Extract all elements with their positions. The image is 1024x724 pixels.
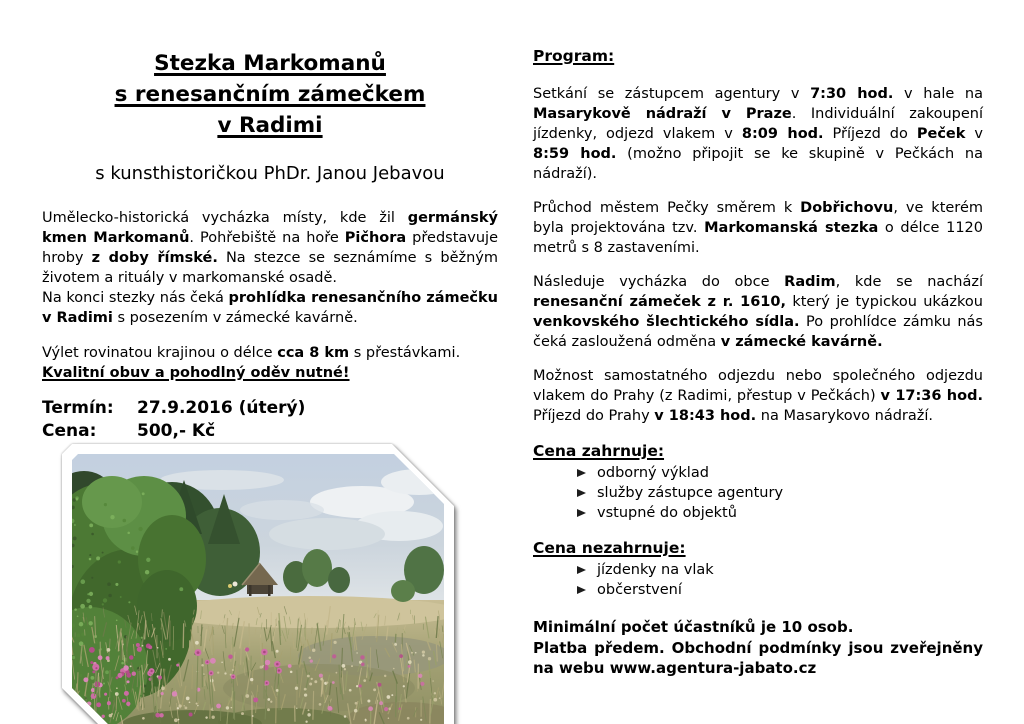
program-heading: Program: [533,47,615,65]
meadow-photo-image [72,454,444,724]
payment-terms-note: Platba předem. Obchodní podmínky jsou zveřejněny na webu www.agentura-jabato.cz [533,638,983,677]
bullet-arrow-icon [577,469,586,477]
price-row [42,420,498,443]
date-row [42,397,498,420]
program-paragraph-1: Setkání se zástupcem agentury v 7:30 hod. v hale na Masarykově nádraží v Praze. Individuální zakoupení jízdenky, odjezd vlakem v 8:09 hod. Příjezd do Peček v 8:59 hod. (možno připojit se ke skupině v Pečkách na nádraží). [533,86,983,182]
distance-note: Výlet rovinatou krajinou o délce cca 8 km s přestávkami. Kvalitní obuv a pohodlný oděv nutné! [42,345,461,381]
list-item [533,503,983,523]
bullet-arrow-icon [577,489,586,497]
left-column [42,46,498,443]
bullet-arrow-icon [577,586,586,594]
list-item-label: občerstvení [597,582,682,598]
list-item [533,463,983,483]
title-line-3: v Radimi [217,113,323,138]
bullet-arrow-icon [577,566,586,574]
bullet-arrow-icon [577,509,586,517]
photo-frame [62,444,454,724]
list-item-label: jízdenky na vlak [597,562,714,578]
price-value: 500,- Kč [137,421,216,441]
program-paragraph-4: Možnost samostatného odjezdu nebo společného odjezdu vlakem do Prahy (z Radimi, přestup v Pečkách) v 17:36 hod. Příjezd do Prahy v 18:43 hod. na Masarykovo nádraží. [533,368,983,424]
price-includes-section [533,441,983,523]
list-item-label: vstupné do objektů [597,505,737,521]
title-line-2: s renesančním zámečkem [114,82,426,107]
date-label: Termín: [42,398,114,418]
date-value: 27.9.2016 (úterý) [137,398,306,418]
program-paragraph-2: Průchod městem Pečky směrem k Dobřichovu, ve kterém byla projektována tzv. Markomanská stezka o délce 1120 metrů s 8 zastaveními. [533,200,983,256]
list-item-label: odborný výklad [597,465,709,481]
list-item-label: služby zástupce agentury [597,485,784,501]
intro-paragraph: Umělecko-historická vycházka místy, kde žil germánský kmen Markomanů. Pohřebiště na hoře Pičhora představuje hroby z doby římské. Na stezce se seznámíme s běžným životem a rituály v markomanské osadě. Na konci stezky nás čeká prohlídka renesančního zámečku v Radimi s posezením v zámecké kavárně. [42,210,498,326]
program-paragraph-3: Následuje vycházka do obce Radim, kde se nachází renesanční zámeček z r. 1610, který je typickou ukázkou venkovského šlechtického sídla. Po prohlídce zámku nás čeká zasloužená odměna v zámecké kavárně. [533,274,983,350]
right-column [533,46,983,679]
conditions-footer [533,617,983,679]
price-label: Cena: [42,421,97,441]
trip-photo [62,444,454,724]
page-title [42,48,498,141]
list-item [533,483,983,503]
min-participants-note: Minimální počet účastníků je 10 osob. [533,618,854,636]
excludes-list [533,560,983,600]
trip-details [42,397,498,443]
includes-list [533,463,983,523]
list-item [533,560,983,580]
trip-subtitle: s kunsthistoričkou PhDr. Janou Jebavou [95,163,445,184]
list-item [533,580,983,600]
includes-heading: Cena zahrnuje: [533,442,665,460]
excludes-heading: Cena nezahrnuje: [533,539,686,557]
title-line-1: Stezka Markomanů [154,51,386,76]
price-excludes-section [533,538,983,600]
